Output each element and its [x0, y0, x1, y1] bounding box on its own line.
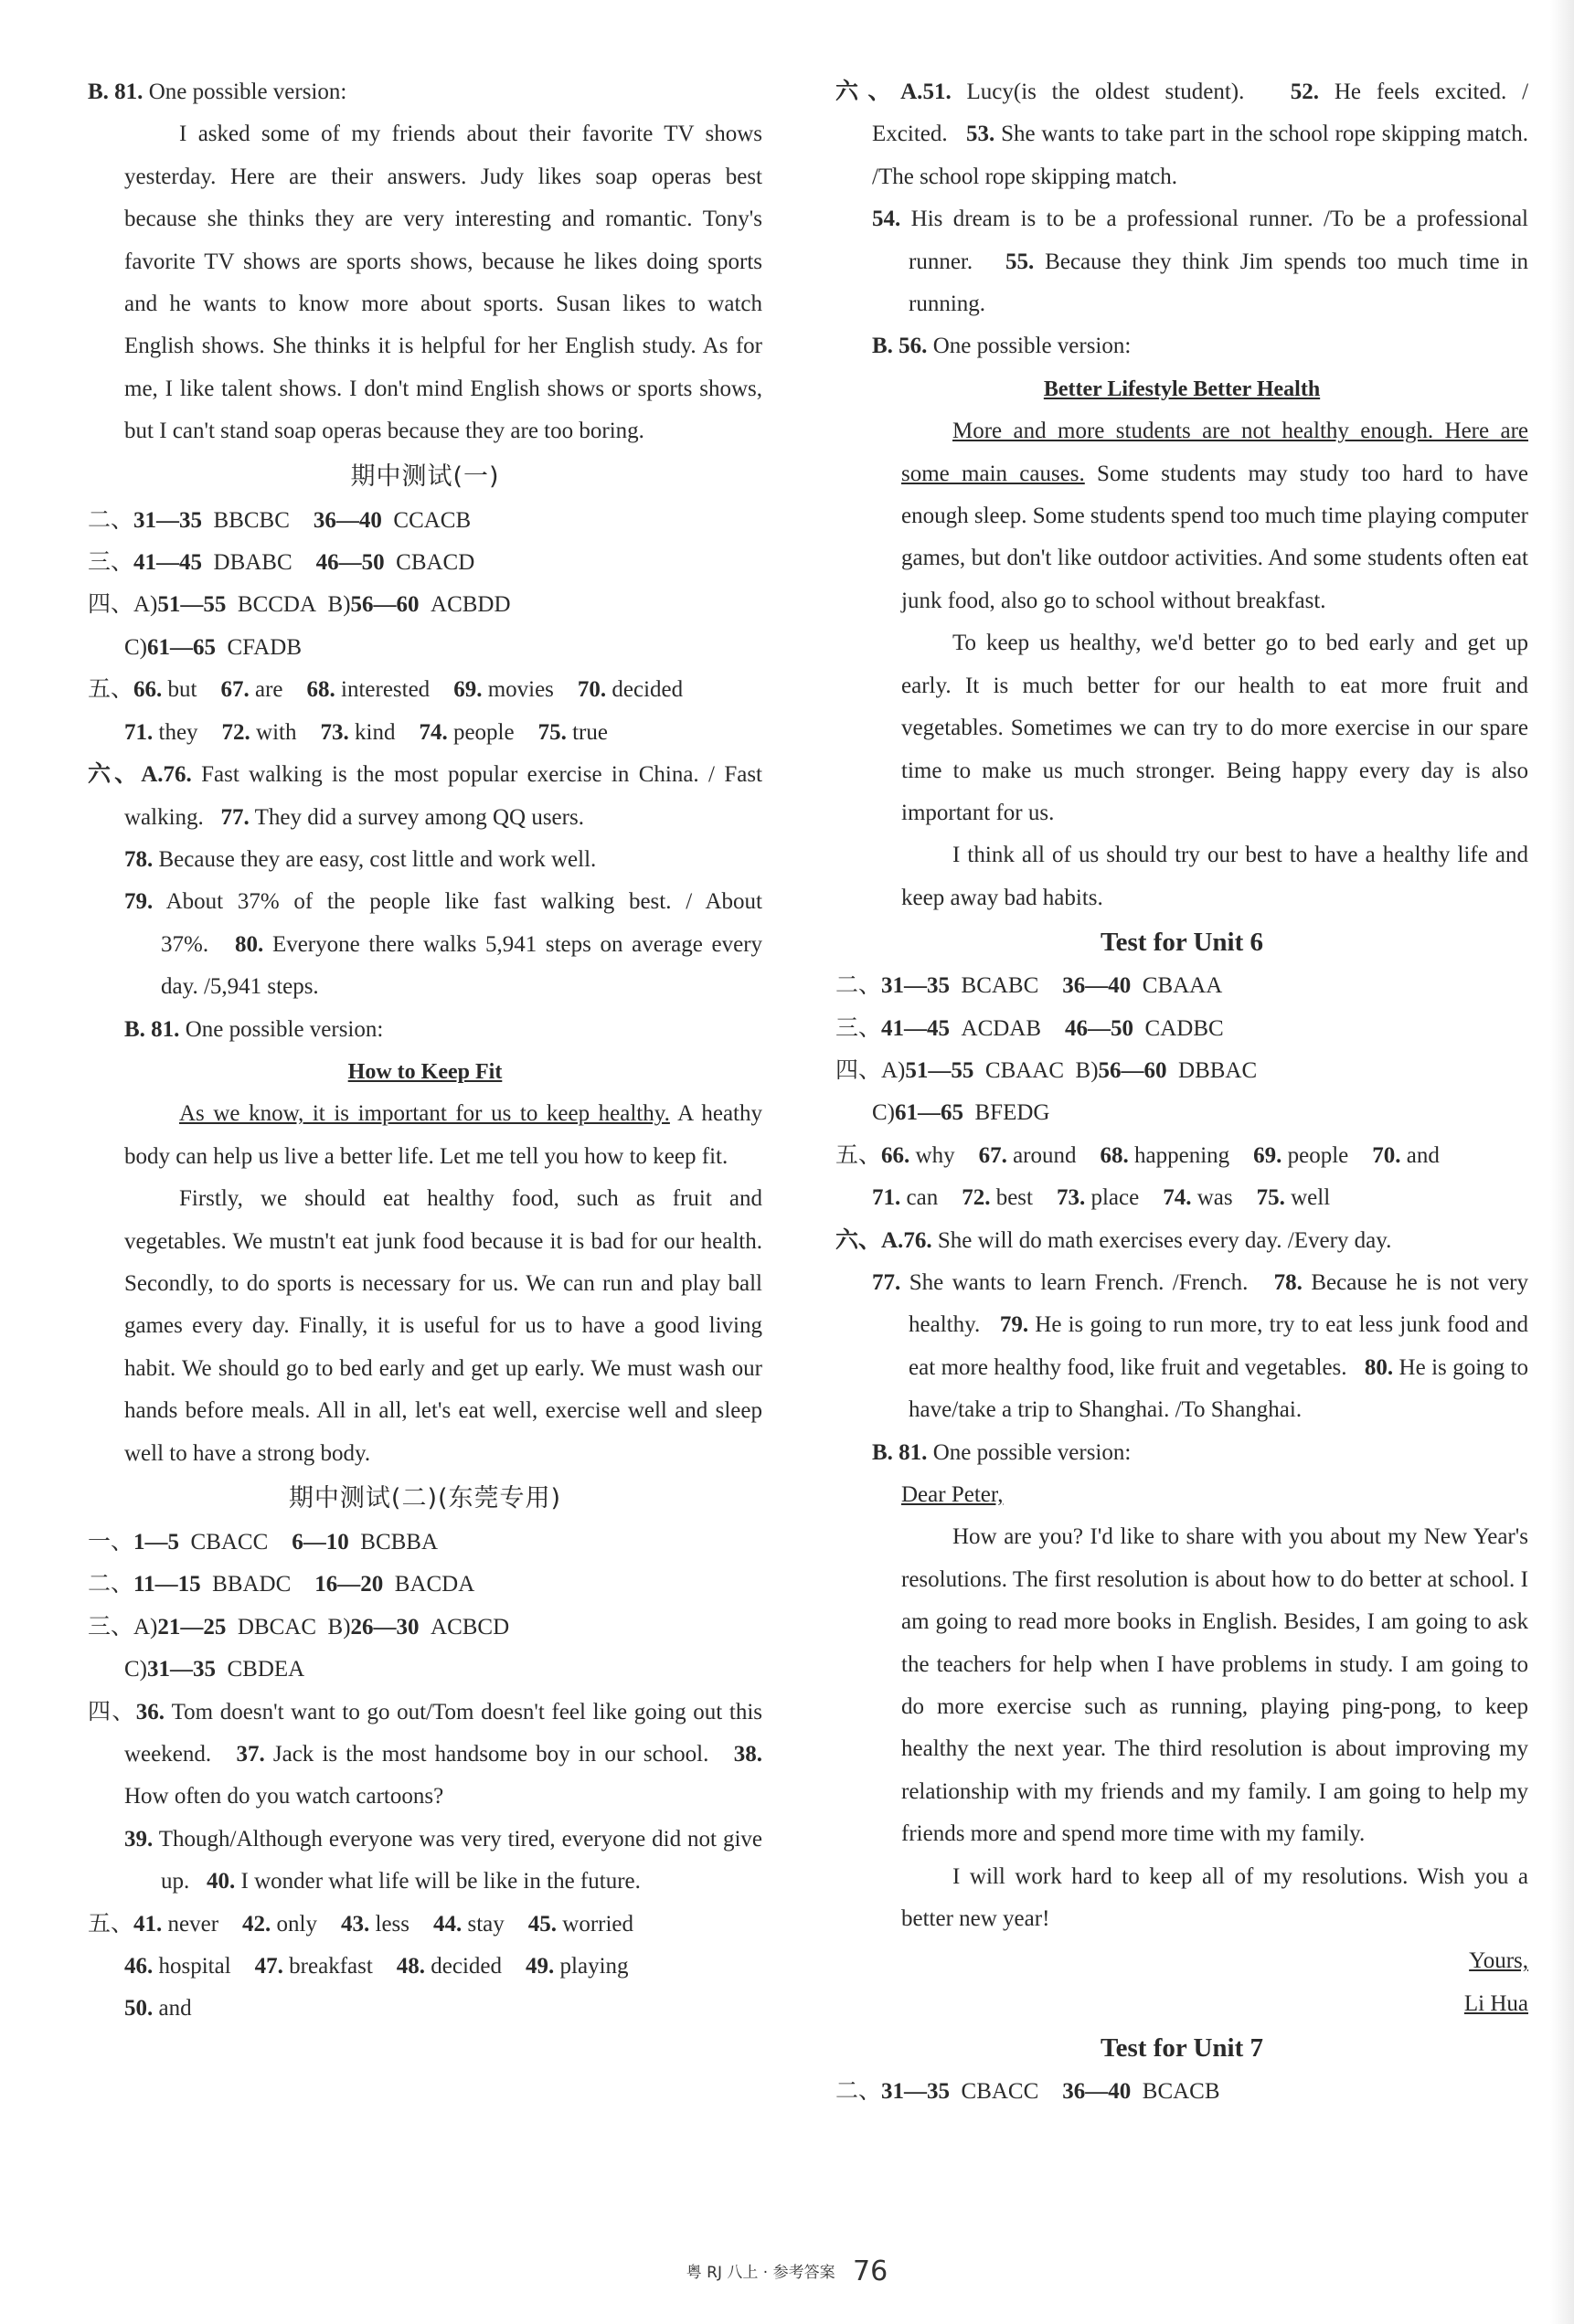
answer-key: CBACD: [396, 550, 475, 576]
row-prefix: 五、: [88, 677, 134, 703]
right-column: [835, 71, 1528, 2114]
letter-closing: [835, 1940, 1528, 1982]
answer-key: ACBCD: [431, 1614, 510, 1640]
question-number: 51.: [922, 80, 952, 104]
answer-text: playing: [559, 1954, 629, 1979]
row-prefix: 四、A): [835, 1057, 906, 1083]
question-range: 31—35: [147, 1657, 216, 1682]
row-prefix: 六、A.: [835, 80, 923, 104]
question-range: 61—65: [895, 1100, 963, 1126]
answer-text: About 37% of the people like fast walking best. / About 37%.: [161, 889, 762, 957]
question-range: 51—55: [157, 592, 227, 618]
answer-row: [88, 754, 762, 839]
answer-key: CBAAC: [984, 1057, 1065, 1083]
question-range: 11—15: [133, 1572, 201, 1597]
answer-row: [88, 542, 762, 584]
answer-text: why: [915, 1142, 955, 1168]
question-number: 80.: [1364, 1354, 1394, 1380]
answer-text: Tom doesn't want to go out/Tom doesn't feel like going out this weekend.: [124, 1699, 762, 1767]
answer-text: happening: [1134, 1142, 1230, 1168]
row-prefix: C): [872, 1100, 895, 1126]
row-prefix: 六、A.: [88, 762, 164, 788]
section-title-unit7: Test for Unit 7: [1100, 2033, 1264, 2064]
answer-text: Though/Although everyone was very tired, everyone did not give up.: [158, 1826, 762, 1894]
question-range: 46—50: [1065, 1015, 1134, 1041]
question-number: 72.: [962, 1185, 991, 1211]
answer-key: BACDA: [394, 1572, 475, 1597]
answer-text: He is going to have/take a trip to Shanghai. /To Shanghai.: [909, 1354, 1529, 1423]
question-range: 31—35: [881, 2079, 951, 2105]
answer-key: CBACC: [961, 2079, 1039, 2105]
answer-row: [88, 1607, 762, 1649]
answer-key: CBDEA: [227, 1657, 305, 1682]
question-number: 79.: [124, 889, 154, 915]
question-label: B. 81.: [872, 1439, 928, 1465]
question-number: 43.: [341, 1911, 370, 1937]
question-number: 52.: [1290, 80, 1320, 104]
answer-text: true: [572, 719, 608, 745]
answer-text: they: [158, 719, 198, 745]
answer-row: [835, 965, 1528, 1007]
answer-text: decided: [612, 677, 684, 703]
answer-text: was: [1196, 1185, 1233, 1211]
answer-row: [88, 1692, 762, 1819]
answer-text: and: [1406, 1142, 1440, 1168]
answer-text: They did a survey among QQ users.: [254, 804, 584, 830]
question-number: 46.: [124, 1954, 154, 1979]
question-number: 66.: [881, 1142, 910, 1168]
answer-text: movies: [487, 677, 554, 703]
question-number: 48.: [396, 1954, 426, 1979]
question-number: 38.: [733, 1742, 763, 1767]
question-label: B. 56.: [872, 334, 928, 359]
left-column: [88, 71, 762, 2031]
row-prefix: 二、: [88, 507, 134, 533]
answer-text: I wonder what life will be like in the future.: [240, 1869, 641, 1894]
answer-key: BCBBA: [360, 1530, 439, 1555]
answer-text: breakfast: [289, 1954, 373, 1979]
answer-text: never: [167, 1911, 219, 1937]
answer-text: only: [276, 1911, 317, 1937]
question-number: 70.: [1372, 1142, 1401, 1168]
question-number: 54.: [872, 207, 901, 232]
answer-key: CFADB: [227, 634, 303, 660]
answer-row: [88, 1988, 762, 2030]
answer-key: ACBDD: [431, 592, 511, 618]
answer-text: How often do you watch cartoons?: [124, 1784, 444, 1809]
answer-row: [835, 1008, 1528, 1050]
answer-row: [835, 2071, 1528, 2113]
b81-line: [835, 1432, 1528, 1474]
letter-paragraph: I will work hard to keep all of my resolutions. Wish you a better new year!: [901, 1863, 1528, 1932]
question-number: 66.: [133, 677, 163, 703]
answer-text: but: [167, 677, 197, 703]
question-range: 36—40: [1062, 2079, 1132, 2105]
row-prefix: 五、: [835, 1142, 882, 1168]
question-range: 61—65: [147, 634, 216, 660]
question-number: 67.: [978, 1142, 1007, 1168]
answer-text: She will do math exercises every day. /Every day.: [937, 1227, 1392, 1253]
b56-line: [835, 325, 1528, 367]
question-number: 74.: [1163, 1185, 1192, 1211]
essay-text: Some students may study too hard to have enough sleep. Some students spend too much time playing computer games, but don't like outdoor activities. And some students often eat junk food, also go to school without breakfast.: [901, 461, 1528, 613]
row-prefix: 三、: [835, 1015, 882, 1041]
answer-row: [88, 1904, 762, 1946]
page-number: 76: [853, 2255, 888, 2287]
b81-line: [88, 1009, 762, 1051]
question-number: 69.: [453, 677, 483, 703]
question-number: 39.: [124, 1826, 154, 1852]
answer-text: less: [375, 1911, 409, 1937]
row-prefix: 二、: [88, 1572, 134, 1597]
footer-label: 粤 RJ 八上 · 参考答案: [686, 2264, 835, 2282]
question-number: 70.: [577, 677, 607, 703]
answer-text: Fast walking is the most popular exercise in China. / Fast walking.: [124, 762, 762, 830]
question-number: 71.: [124, 719, 154, 745]
question-number: 42.: [242, 1911, 271, 1937]
answer-text: place: [1090, 1185, 1140, 1211]
answer-text: kind: [355, 719, 396, 745]
answer-row: [835, 1092, 1528, 1134]
answer-text: with: [256, 719, 297, 745]
question-number: 55.: [1005, 249, 1035, 274]
answer-row: [88, 1649, 762, 1691]
answer-text: hospital: [158, 1954, 231, 1979]
answer-row: [835, 1220, 1528, 1262]
underlined-sentence: More and more students are not healthy enough. Here are some main causes.: [901, 419, 1528, 486]
question-number: 75.: [537, 719, 567, 745]
essay-paragraph: Firstly, we should eat healthy food, such as fruit and vegetables. We mustn't eat junk food because it is bad for our health. Secondly, to do sports is necessary for us. We can run and play ball games every day. Finally, it is useful for us to have a good living habit. We should go to bed early and get up early. We must wash our hands before meals. All in all, let's eat well, exercise well and sleep well to have a strong body.: [124, 1186, 762, 1466]
answer-text: Everyone there walks 5,941 steps on average every day. /5,941 steps.: [161, 931, 763, 1000]
answer-key: DBABC: [213, 550, 292, 576]
answer-text: One possible version:: [932, 1439, 1132, 1465]
greeting-text: Dear Peter,: [901, 1482, 1004, 1507]
answer-text: decided: [431, 1954, 503, 1979]
question-number: 41.: [133, 1911, 163, 1937]
essay-title: How to Keep Fit: [347, 1059, 503, 1084]
answer-row: [88, 712, 762, 754]
essay-text: A heathy body can help us live a better life. Let me tell you how to keep fit.: [124, 1101, 762, 1169]
row-prefix: 三、: [88, 550, 134, 576]
row-prefix: 二、: [835, 973, 882, 999]
answer-row: [88, 1946, 762, 1988]
question-number: 71.: [872, 1185, 901, 1211]
question-range: 41—45: [133, 550, 203, 576]
row-prefix: B): [1075, 1057, 1099, 1083]
closing-text: Yours,: [1469, 1948, 1528, 1974]
row-prefix: 一、: [88, 1530, 134, 1555]
answer-text: Because they think Jim spends too much time in running.: [909, 249, 1529, 317]
question-range: 36—40: [1062, 973, 1132, 999]
answer-row: [88, 669, 762, 711]
answer-text: can: [906, 1185, 939, 1211]
question-number: 78.: [1273, 1269, 1303, 1295]
answer-key: CBACC: [190, 1530, 269, 1555]
question-number: 76.: [903, 1227, 932, 1253]
question-number: 75.: [1256, 1185, 1285, 1211]
answer-text: He feels excited. / Excited.: [872, 80, 1529, 147]
section-title-mid1: [88, 453, 762, 500]
answer-row: [835, 1177, 1528, 1219]
question-label: B. 81.: [124, 1016, 180, 1042]
answer-text: Because he is not very healthy.: [909, 1269, 1529, 1338]
answer-text: are: [254, 677, 283, 703]
answer-key: CCACB: [393, 507, 472, 533]
question-range: 56—60: [350, 592, 420, 618]
question-number: 74.: [419, 719, 448, 745]
tv-essay: I asked some of my friends about their favorite TV shows yesterday. Here are their answers. Judy likes soap operas best because she thinks they are very interesting and romantic. Tony's favorite TV shows are sports shows, because he likes doing sports and he wants to know more about sports. Susan likes to watch English shows. She thinks it is helpful for her English study. As for me, I like talent shows. I don't mind English shows or sports shows, but I can't stand soap operas because they are too boring.: [124, 122, 762, 444]
question-range: 6—10: [292, 1530, 349, 1555]
row-prefix: 四、: [88, 1699, 136, 1724]
question-number: 45.: [527, 1911, 558, 1937]
answer-text: around: [1013, 1142, 1077, 1168]
question-number: 47.: [254, 1954, 283, 1979]
essay-paragraph: To keep us healthy, we'd better go to bed early and get up early. It is much better for our health to eat more fruit and vegetables. Sometimes we can try to do more exercise in our spare time to make us much stronger. Being happy every day is also important for us.: [901, 631, 1528, 825]
question-number: 40.: [207, 1869, 236, 1894]
row-prefix: 三、A): [88, 1614, 158, 1640]
answer-text: Lucy(is the oldest student).: [966, 80, 1245, 104]
question-number: 53.: [966, 122, 995, 147]
letter-greeting: [835, 1474, 1528, 1516]
question-number: 44.: [433, 1911, 463, 1937]
question-range: 1—5: [133, 1530, 180, 1555]
signature-text: Li Hua: [1463, 1990, 1528, 2016]
essay-paragraph: [88, 1093, 762, 1178]
question-range: 36—40: [313, 507, 382, 533]
b81-line: [88, 71, 762, 113]
answer-text: people: [1287, 1142, 1349, 1168]
letter-paragraph: How are you? I'd like to share with you about my New Year's resolutions. The first resolution is about how to do better at school. I am going to read more books in English. Besides, I am going to ask the teachers for help when I have problems in study. I am going to do more exercise such as running, playing ping-pong, to keep healthy the next year. The third resolution is about improving my relationship with my friends and my family. I am going to help my friends more and spend more time with my family.: [901, 1524, 1528, 1847]
row-prefix: 二、: [835, 2079, 882, 2105]
question-range: 31—35: [133, 507, 203, 533]
letter-signature: [835, 1983, 1528, 2025]
essay-title: Better Lifestyle Better Health: [1043, 377, 1321, 401]
row-prefix: 六、A.: [835, 1227, 904, 1253]
answer-key: ACDAB: [961, 1015, 1042, 1041]
answer-text: Jack is the most handsome boy in our school.: [272, 1742, 709, 1767]
question-number: 77.: [872, 1269, 901, 1295]
question-number: 37.: [236, 1742, 265, 1767]
row-prefix: 五、: [88, 1911, 134, 1937]
answer-row: [88, 500, 762, 542]
essay-paragraph: [835, 410, 1528, 622]
question-range: 21—25: [157, 1614, 227, 1640]
answer-text: He is going to run more, try to eat less junk food and eat more healthy food, like fruit and vegetables.: [909, 1312, 1529, 1380]
answer-text: well: [1291, 1185, 1331, 1211]
answer-key: DBBAC: [1178, 1057, 1258, 1083]
answer-text: worried: [562, 1911, 634, 1937]
answer-text: and: [158, 1996, 192, 2022]
answer-text: stay: [467, 1911, 505, 1937]
answer-key: BCACB: [1142, 2079, 1220, 2105]
row-prefix: 四、A): [88, 592, 158, 618]
question-number: 50.: [124, 1996, 154, 2022]
row-prefix: C): [124, 634, 147, 660]
section-title-mid2: [88, 1475, 762, 1522]
answer-row: [88, 1522, 762, 1564]
question-range: 51—55: [905, 1057, 974, 1083]
question-number: 78.: [124, 846, 154, 872]
answer-row: [835, 1050, 1528, 1092]
question-number: 73.: [320, 719, 349, 745]
answer-text: best: [995, 1185, 1033, 1211]
answer-key: BBCBC: [213, 507, 290, 533]
answer-text: She wants to learn French. /French.: [909, 1269, 1249, 1295]
section-title-text: 期中测试(二)(东莞专用): [288, 1484, 562, 1512]
question-range: 26—30: [350, 1614, 420, 1640]
question-number: 68.: [1100, 1142, 1129, 1168]
section-title-text: 期中测试(一): [350, 462, 500, 491]
answer-text: people: [452, 719, 515, 745]
page-footer: [0, 2255, 1574, 2287]
question-number: 76.: [163, 762, 192, 788]
section-title-unit6: Test for Unit 6: [1100, 928, 1264, 958]
question-number: 73.: [1056, 1185, 1086, 1211]
answer-row: [835, 1135, 1528, 1177]
essay-paragraph: I think all of us should try our best to have a healthy life and keep away bad habits.: [901, 843, 1528, 910]
answer-key: BFEDG: [974, 1100, 1050, 1126]
question-number: 68.: [306, 677, 335, 703]
question-number: 72.: [221, 719, 250, 745]
answer-row: [835, 198, 1528, 325]
question-range: 46—50: [315, 550, 385, 576]
answer-text: Because they are easy, cost little and work well.: [158, 846, 597, 872]
answer-key: BCABC: [961, 973, 1039, 999]
answer-text: His dream is to be a professional runner. /To be a professional runner.: [909, 207, 1529, 274]
question-label: B. 81.: [88, 80, 144, 104]
underlined-sentence: As we know, it is important for us to keep healthy.: [179, 1101, 670, 1127]
answer-text: One possible version:: [148, 80, 347, 104]
answer-key: BCCDA: [237, 592, 317, 618]
answer-key: CADBC: [1144, 1015, 1224, 1041]
question-number: 80.: [235, 931, 264, 957]
row-prefix: B): [327, 592, 351, 618]
answer-text: One possible version:: [932, 334, 1132, 359]
question-range: 16—20: [314, 1572, 384, 1597]
answer-text: She wants to take part in the school rope skipping match. /The school rope skipping match.: [872, 122, 1529, 189]
answer-row: [88, 881, 762, 1008]
answer-key: DBCAC: [237, 1614, 317, 1640]
question-number: 69.: [1253, 1142, 1282, 1168]
answer-key: CBAAA: [1142, 973, 1223, 999]
answer-row: [88, 584, 762, 626]
answer-row: [835, 1262, 1528, 1432]
page-edge-shadow: [1550, 0, 1574, 2324]
question-range: 31—35: [881, 973, 951, 999]
answer-row: [88, 1819, 762, 1904]
question-number: 36.: [135, 1699, 165, 1724]
question-range: 41—45: [881, 1015, 951, 1041]
answer-key: BBADC: [212, 1572, 292, 1597]
row-prefix: B): [327, 1614, 351, 1640]
answer-text: One possible version:: [185, 1016, 384, 1042]
answer-row: [835, 71, 1528, 198]
answer-row: [88, 1564, 762, 1606]
answer-text: interested: [341, 677, 431, 703]
question-number: 67.: [220, 677, 250, 703]
question-number: 49.: [526, 1954, 555, 1979]
question-range: 56—60: [1098, 1057, 1167, 1083]
question-number: 77.: [220, 804, 250, 830]
question-number: 79.: [999, 1312, 1029, 1338]
row-prefix: C): [124, 1657, 147, 1682]
answer-row: [88, 839, 762, 881]
answer-row: [88, 627, 762, 669]
